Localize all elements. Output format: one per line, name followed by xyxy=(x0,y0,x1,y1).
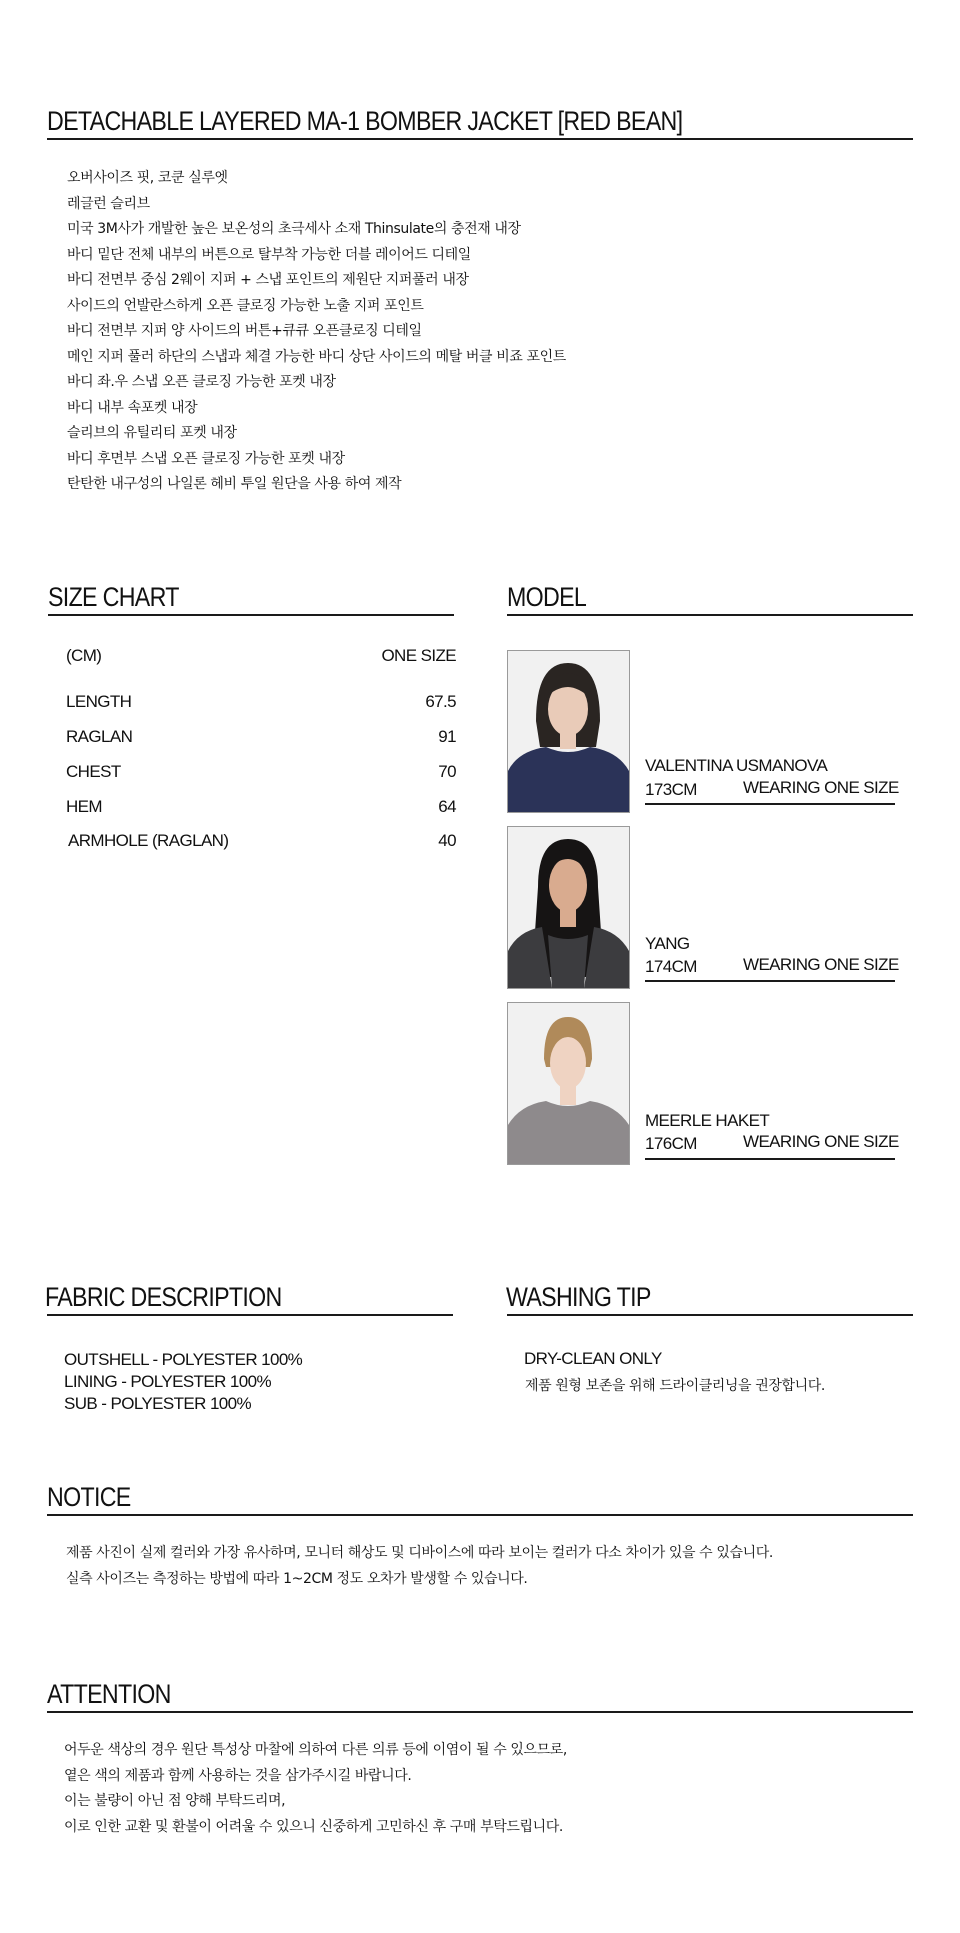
model-wearing: WEARING ONE SIZE xyxy=(743,778,899,797)
feature-item: 탄탄한 내구성의 나일론 헤비 투일 원단을 사용 하여 제작 xyxy=(67,476,402,492)
model-divider-line xyxy=(645,980,895,982)
fabric-line: SUB - POLYESTER 100% xyxy=(64,1394,252,1413)
washing-main: DRY-CLEAN ONLY xyxy=(524,1349,662,1368)
model-photo xyxy=(507,826,630,989)
size-label: ONE SIZE xyxy=(381,646,456,665)
model-name: MEERLE HAKET xyxy=(645,1111,770,1130)
washing-title: WASHING TIP xyxy=(506,1282,651,1312)
notice-title: NOTICE xyxy=(47,1482,131,1512)
feature-item: 바디 전면부 지퍼 양 사이드의 버튼+큐큐 오픈클로징 디테일 xyxy=(67,323,422,339)
feature-item: 바디 좌.우 스냅 오픈 클로징 가능한 포켓 내장 xyxy=(67,374,336,390)
attention-line: 어두운 색상의 경우 원단 특성상 마찰에 의하여 다른 의류 등에 이염이 될 수 있으므로, xyxy=(64,1742,567,1758)
model-title: MODEL xyxy=(507,582,587,612)
model-height: 173CM xyxy=(645,780,697,799)
notice-line: 실측 사이즈는 측정하는 방법에 따라 1~2CM 정도 오차가 발생할 수 있습니다. xyxy=(66,1571,528,1587)
model-name: VALENTINA USMANOVA xyxy=(645,756,828,775)
model-wearing: WEARING ONE SIZE xyxy=(743,1132,899,1151)
model-divider-line xyxy=(645,1158,895,1160)
washing-divider xyxy=(507,1314,913,1316)
model-height: 174CM xyxy=(645,957,697,976)
portrait-image xyxy=(508,1003,629,1164)
fabric-divider xyxy=(47,1314,453,1316)
feature-item: 미국 3M사가 개발한 높은 보온성의 초극세사 소재 Thinsulate의 충전재 내장 xyxy=(67,221,521,237)
feature-item: 슬리브의 유틸리티 포켓 내장 xyxy=(67,425,237,441)
product-title: DETACHABLE LAYERED MA-1 BOMBER JACKET [RED BEAN] xyxy=(47,106,683,136)
attention-line: 이는 불량이 아닌 점 양해 부탁드리며, xyxy=(64,1793,286,1809)
model-wearing: WEARING ONE SIZE xyxy=(743,955,899,974)
attention-title: ATTENTION xyxy=(47,1679,171,1709)
model-height: 176CM xyxy=(645,1134,697,1153)
notice-line: 제품 사진이 실제 컬러와 가장 유사하며, 모니터 해상도 및 디바이스에 따라 보이는 컬러가 다소 차이가 있을 수 있습니다. xyxy=(66,1545,773,1561)
feature-item: 바디 내부 속포켓 내장 xyxy=(67,400,198,416)
attention-divider xyxy=(47,1711,913,1713)
attention-line: 옅은 색의 제품과 함께 사용하는 것을 삼가주시길 바랍니다. xyxy=(64,1768,412,1784)
size-row-length xyxy=(66,692,456,714)
size-row-label: HEM xyxy=(66,797,102,816)
title-divider xyxy=(47,138,913,140)
model-name: YANG xyxy=(645,934,690,953)
size-row-label: ARMHOLE (RAGLAN) xyxy=(68,831,229,850)
size-row-label: RAGLAN xyxy=(66,727,133,746)
portrait-image xyxy=(508,827,629,988)
size-row-value: 40 xyxy=(438,831,456,850)
size-row-raglan xyxy=(66,727,456,749)
portrait-image xyxy=(508,651,629,812)
attention-line: 이로 인한 교환 및 환불이 어려울 수 있으니 신중하게 고민하신 후 구매 부탁드립니다. xyxy=(64,1819,563,1835)
model-photo xyxy=(507,1002,630,1165)
size-row-chest xyxy=(66,762,456,784)
feature-item: 사이드의 언발란스하게 오픈 클로징 가능한 노출 지퍼 포인트 xyxy=(67,298,424,314)
size-row-hem xyxy=(66,797,456,819)
size-row-value: 91 xyxy=(438,727,456,746)
feature-item: 레글런 슬리브 xyxy=(67,196,150,212)
size-row-label: CHEST xyxy=(66,762,121,781)
size-chart-divider xyxy=(48,614,454,616)
feature-item: 바디 전면부 중심 2웨이 지퍼 + 스냅 포인트의 제원단 지퍼풀러 내장 xyxy=(67,272,469,288)
size-chart-title: SIZE CHART xyxy=(48,582,179,612)
model-photo xyxy=(507,650,630,813)
size-row-armhole xyxy=(68,831,456,853)
feature-item: 바디 밑단 전체 내부의 버튼으로 탈부착 가능한 더블 레이어드 디테일 xyxy=(67,247,471,263)
feature-item: 바디 후면부 스냅 오픈 클로징 가능한 포켓 내장 xyxy=(67,451,345,467)
fabric-line: LINING - POLYESTER 100% xyxy=(64,1372,271,1391)
size-row-value: 67.5 xyxy=(425,692,456,711)
feature-item: 메인 지퍼 풀러 하단의 스냅과 체결 가능한 바디 상단 사이드의 메탈 버클 비죠 포인트 xyxy=(67,349,566,365)
unit-label: (CM) xyxy=(66,646,102,665)
notice-divider xyxy=(47,1514,913,1516)
model-divider xyxy=(507,614,913,616)
fabric-title: FABRIC DESCRIPTION xyxy=(45,1282,282,1312)
model-divider-line xyxy=(645,803,895,805)
feature-item: 오버사이즈 핏, 코쿤 실루엣 xyxy=(67,170,228,186)
fabric-line: OUTSHELL - POLYESTER 100% xyxy=(64,1350,303,1369)
size-chart-header xyxy=(66,646,456,668)
size-row-label: LENGTH xyxy=(66,692,132,711)
size-row-value: 70 xyxy=(438,762,456,781)
washing-note: 제품 원형 보존을 위해 드라이클리닝을 권장합니다. xyxy=(525,1378,825,1394)
size-row-value: 64 xyxy=(438,797,456,816)
